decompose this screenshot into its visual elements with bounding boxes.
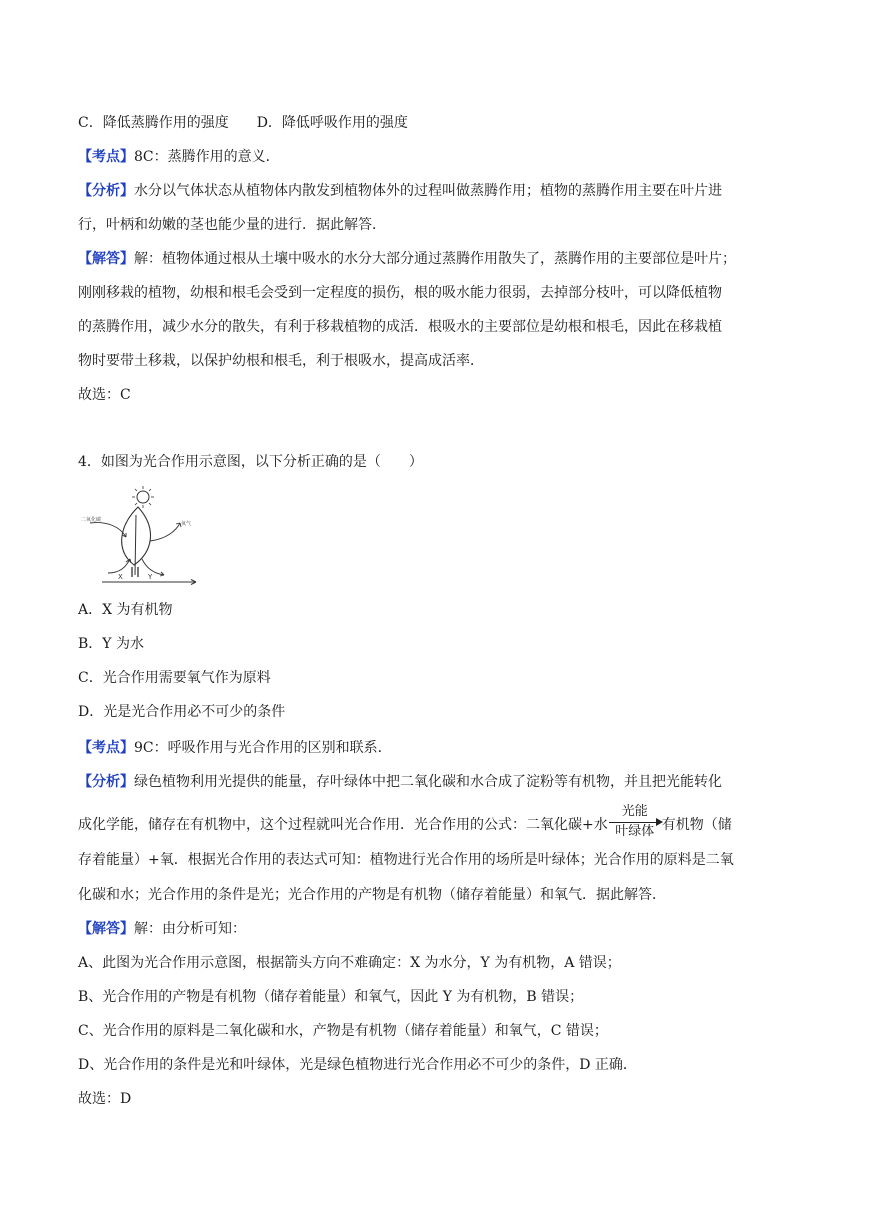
q4-stem: 4．如图为光合作用示意图，以下分析正确的是（ ） — [78, 454, 423, 470]
q4-jieda — [78, 919, 798, 939]
q3-jieda-line4: 物时要带土移栽，以保护幼根和根毛，利于根吸水，提高成活率． — [78, 353, 484, 369]
q3-fenxi-cont: 行，叶柄和幼嫩的茎也能少量的进行．据此解答． — [78, 217, 386, 233]
q3-answer: 故选：C — [78, 387, 131, 403]
q4-answer: 故选：D — [78, 1091, 132, 1107]
photosynthesis-diagram — [80, 485, 202, 585]
fenxi-tag: 【分析】 — [78, 183, 134, 199]
q4-jieda-c: C、光合作用的原料是二氧化碳和水，产物是有机物（储存着能量）和氧气，C 错误； — [78, 1023, 608, 1039]
q4-fenxi-line4: 化碳和水；光合作用的条件是光；光合作用的产物是有机物（储存着能量）和氧气．据此解答． — [78, 887, 666, 903]
x-label: X — [118, 573, 123, 581]
q4-fenxi-line2 — [78, 804, 798, 839]
q4-option-a: A．X 为有机物 — [78, 602, 173, 618]
fenxi-formula-post: 有机物（储 — [661, 817, 732, 833]
kaodian-text: 9C：呼吸作用与光合作用的区别和联系． — [134, 740, 392, 756]
kaodian-tag: 【考点】 — [78, 149, 134, 165]
q4-jieda-b: B、光合作用的产物是有机物（储存着能量）和氧气，因此 Y 为有机物，B 错误； — [78, 989, 584, 1005]
o2-label: 氧气 — [181, 521, 192, 527]
o2-arrow — [150, 523, 180, 541]
co2-label: 二氧化碳 — [81, 517, 102, 523]
co2-arrow — [90, 523, 126, 537]
q3-jieda — [78, 249, 798, 269]
q4-jieda-a: A、此图为光合作用示意图，根据箭头方向不难确定：X 为水分，Y 为有机物，A 错误； — [78, 955, 621, 971]
fenxi-text: 水分以气体状态从植物体内散发到植物体外的过程叫做蒸腾作用；植物的蒸腾作用主要在叶片进 — [134, 183, 722, 199]
q3-jieda-line2: 刚刚移栽的植物，幼根和根毛会受到一定程度的损伤，根的吸水能力很弱，去掉部分枝叶，可以降低植物 — [78, 285, 722, 301]
jieda-tag: 【解答】 — [78, 921, 134, 937]
fenxi-tag: 【分析】 — [78, 774, 134, 790]
q4-fenxi-line3: 存着能量）+氧．根据光合作用的表达式可知：植物进行光合作用的场所是叶绿体；光合作用的原料是二氧 — [78, 852, 734, 868]
jieda-text: 解：植物体通过根从土壤中吸水的水分大部分通过蒸腾作用散失了，蒸腾作用的主要部位是叶片； — [134, 251, 736, 267]
formula-condition-bottom: 叶绿体 — [615, 824, 655, 839]
q4-jieda-d: D、光合作用的条件是光和叶绿体，光是绿色植物进行光合作用必不可少的条件，D 正确． — [78, 1057, 637, 1073]
q4-kaodian — [78, 738, 798, 758]
kaodian-text: 8C：蒸腾作用的意义． — [134, 149, 280, 165]
q4-option-b: B．Y 为水 — [78, 636, 144, 652]
q4-option-c: C．光合作用需要氧气作为原料 — [78, 670, 271, 686]
formula-condition-top: 光能 — [621, 804, 648, 819]
q4-option-d: D．光是光合作用必不可少的条件 — [78, 704, 286, 720]
kaodian-tag: 【考点】 — [78, 740, 134, 756]
q3-options-cd: C．降低蒸腾作用的强度 D．降低呼吸作用的强度 — [78, 115, 408, 131]
photosynthesis-formula — [609, 804, 661, 839]
q3-fenxi — [78, 181, 798, 201]
jieda-text: 解：由分析可知： — [134, 921, 246, 937]
fenxi-formula-pre: 成化学能，储存在有机物中，这个过程就叫光合作用．光合作用的公式：二氧化碳+水 — [78, 817, 608, 833]
y-label: Y — [148, 573, 153, 581]
y-arrow — [142, 559, 164, 575]
sun-icon — [132, 486, 154, 508]
q3-kaodian — [78, 147, 798, 167]
q3-jieda-line3: 的蒸腾作用，减少水分的散失，有利于移栽植物的成活．根吸水的主要部位是幼根和根毛，因此在移栽植 — [78, 319, 722, 335]
jieda-tag: 【解答】 — [78, 251, 134, 267]
fenxi-text: 绿色植物利用光提供的能量，存叶绿体中把二氧化碳和水合成了淀粉等有机物，并且把光能转化 — [134, 774, 722, 790]
q4-fenxi — [78, 772, 798, 792]
